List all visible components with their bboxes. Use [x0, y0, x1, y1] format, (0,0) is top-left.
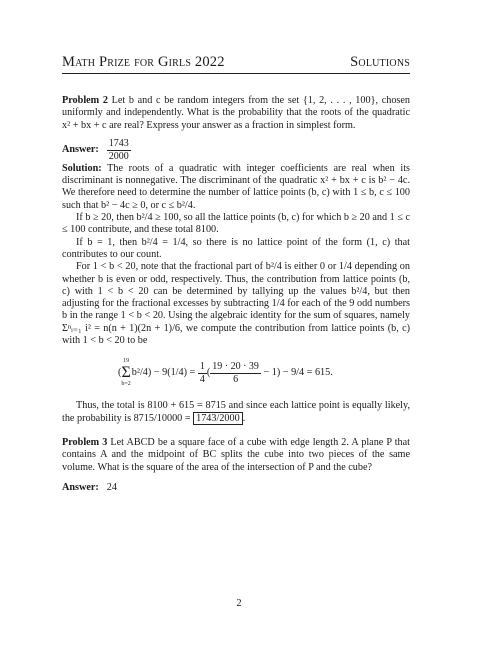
header-section: Solutions — [350, 54, 410, 70]
summation — [121, 358, 130, 388]
solution-paragraph-5 — [62, 400, 410, 425]
formula-tail: − 1) − 9/4 = 615. — [263, 367, 333, 379]
inner-denominator: 6 — [233, 373, 239, 385]
sum-lower-limit: b=2 — [121, 381, 131, 388]
quarter-fraction — [198, 361, 207, 386]
quarter-denominator: 4 — [199, 373, 205, 385]
answer-label: Answer: — [62, 144, 99, 156]
problem-2-statement — [62, 95, 410, 132]
answer-numerator: 1743 — [108, 137, 129, 149]
quarter-numerator: 1 — [199, 360, 205, 372]
document-body — [62, 95, 410, 494]
inner-fraction — [210, 361, 261, 386]
sum-formula — [118, 354, 410, 392]
page-header — [62, 54, 410, 74]
answer-label-3: Answer: — [62, 481, 99, 493]
header-title: Math Prize for Girls 2022 — [62, 54, 225, 70]
solution-paragraph-4: For 1 < b < 20, note that the fractional part of b²/4 is either 0 or 1/4 depending on whether b is even or odd, respectively. Thus, the contribution from lattice points (b, c) with 1 < b < 20 can be determined by tallying up the values b²/4, but then adjusting for the fractional excesses by subtracting 1/4 for each of the 9 odd numbers b in the range 1 < b < 20. Using the algebraic identity for the sum of squares, namely Σⁿᵢ₌₁ i² = n(n + 1)(2n + 1)/6, we compute the contribution from lattice points (b, c) with 1 < b < 20 to be — [62, 261, 410, 347]
solution-text-5: Thus, the total is 8100 + 615 = 8715 and since each lattice point is equally likely, the probability is 8715/10000 = — [62, 400, 410, 424]
section-gap — [62, 425, 410, 437]
problem-2-text: Let b and c be random integers from the set {1, 2, . . . , 100}, chosen uniformly and independently. What is the probability that the roots of the quadratic x² + bx + c are real? Express your answer as a fraction in simplest form. — [62, 95, 410, 131]
boxed-answer: 1743/2000 — [193, 412, 243, 425]
solution-text-1: The roots of a quadratic with integer coefficients are real when its discriminant is nonnegative. The discriminant of the quadratic x² + bx + c is b² − 4c. We therefore need to determine the number of lattice points (b, c) with 1 ≤ b, c ≤ 100 such that b² − 4c ≥ 0, or c ≤ b²/4. — [62, 162, 410, 211]
problem-3-statement — [62, 437, 410, 474]
sum-upper-limit: 19 — [123, 358, 130, 365]
solution-label: Solution: — [62, 162, 102, 174]
inner-open-paren: ( — [206, 367, 211, 379]
problem-3-answer — [62, 482, 410, 494]
problem-2-answer — [62, 138, 410, 163]
problem-3-label: Problem 3 — [62, 436, 108, 448]
sigma-symbol: Σ — [121, 364, 131, 382]
formula-open-paren: ( — [118, 367, 122, 379]
solution-period: . — [242, 412, 246, 424]
header-rule — [62, 73, 410, 74]
sum-term: b²/4) − 9(1/4) = — [131, 367, 196, 379]
problem-3-text: Let ABCD be a square face of a cube with edge length 2. A plane P that contains A and the midpoint of BC splits the cube into two pieces of the same volume. What is the square of the area of the intersection of P and the cube? — [62, 436, 411, 473]
solution-paragraph-1 — [62, 163, 410, 212]
page-number: 2 — [236, 598, 242, 609]
answer-denominator: 2000 — [108, 150, 129, 162]
problem-2-label: Problem 2 — [62, 95, 108, 106]
answer-fraction — [107, 138, 131, 163]
answer-value-3: 24 — [106, 481, 117, 493]
solution-paragraph-2: If b ≥ 20, then b²/4 ≥ 100, so all the lattice points (b, c) for which b ≥ 20 and 1 ≤ c ≤ 100 contribute, and these total 8100. — [62, 212, 410, 236]
solution-paragraph-3: If b = 1, then b²/4 = 1/4, so there is no lattice point of the form (1, c) that contributes to our count. — [62, 236, 410, 260]
inner-numerator: 19 · 20 · 39 — [212, 360, 259, 372]
